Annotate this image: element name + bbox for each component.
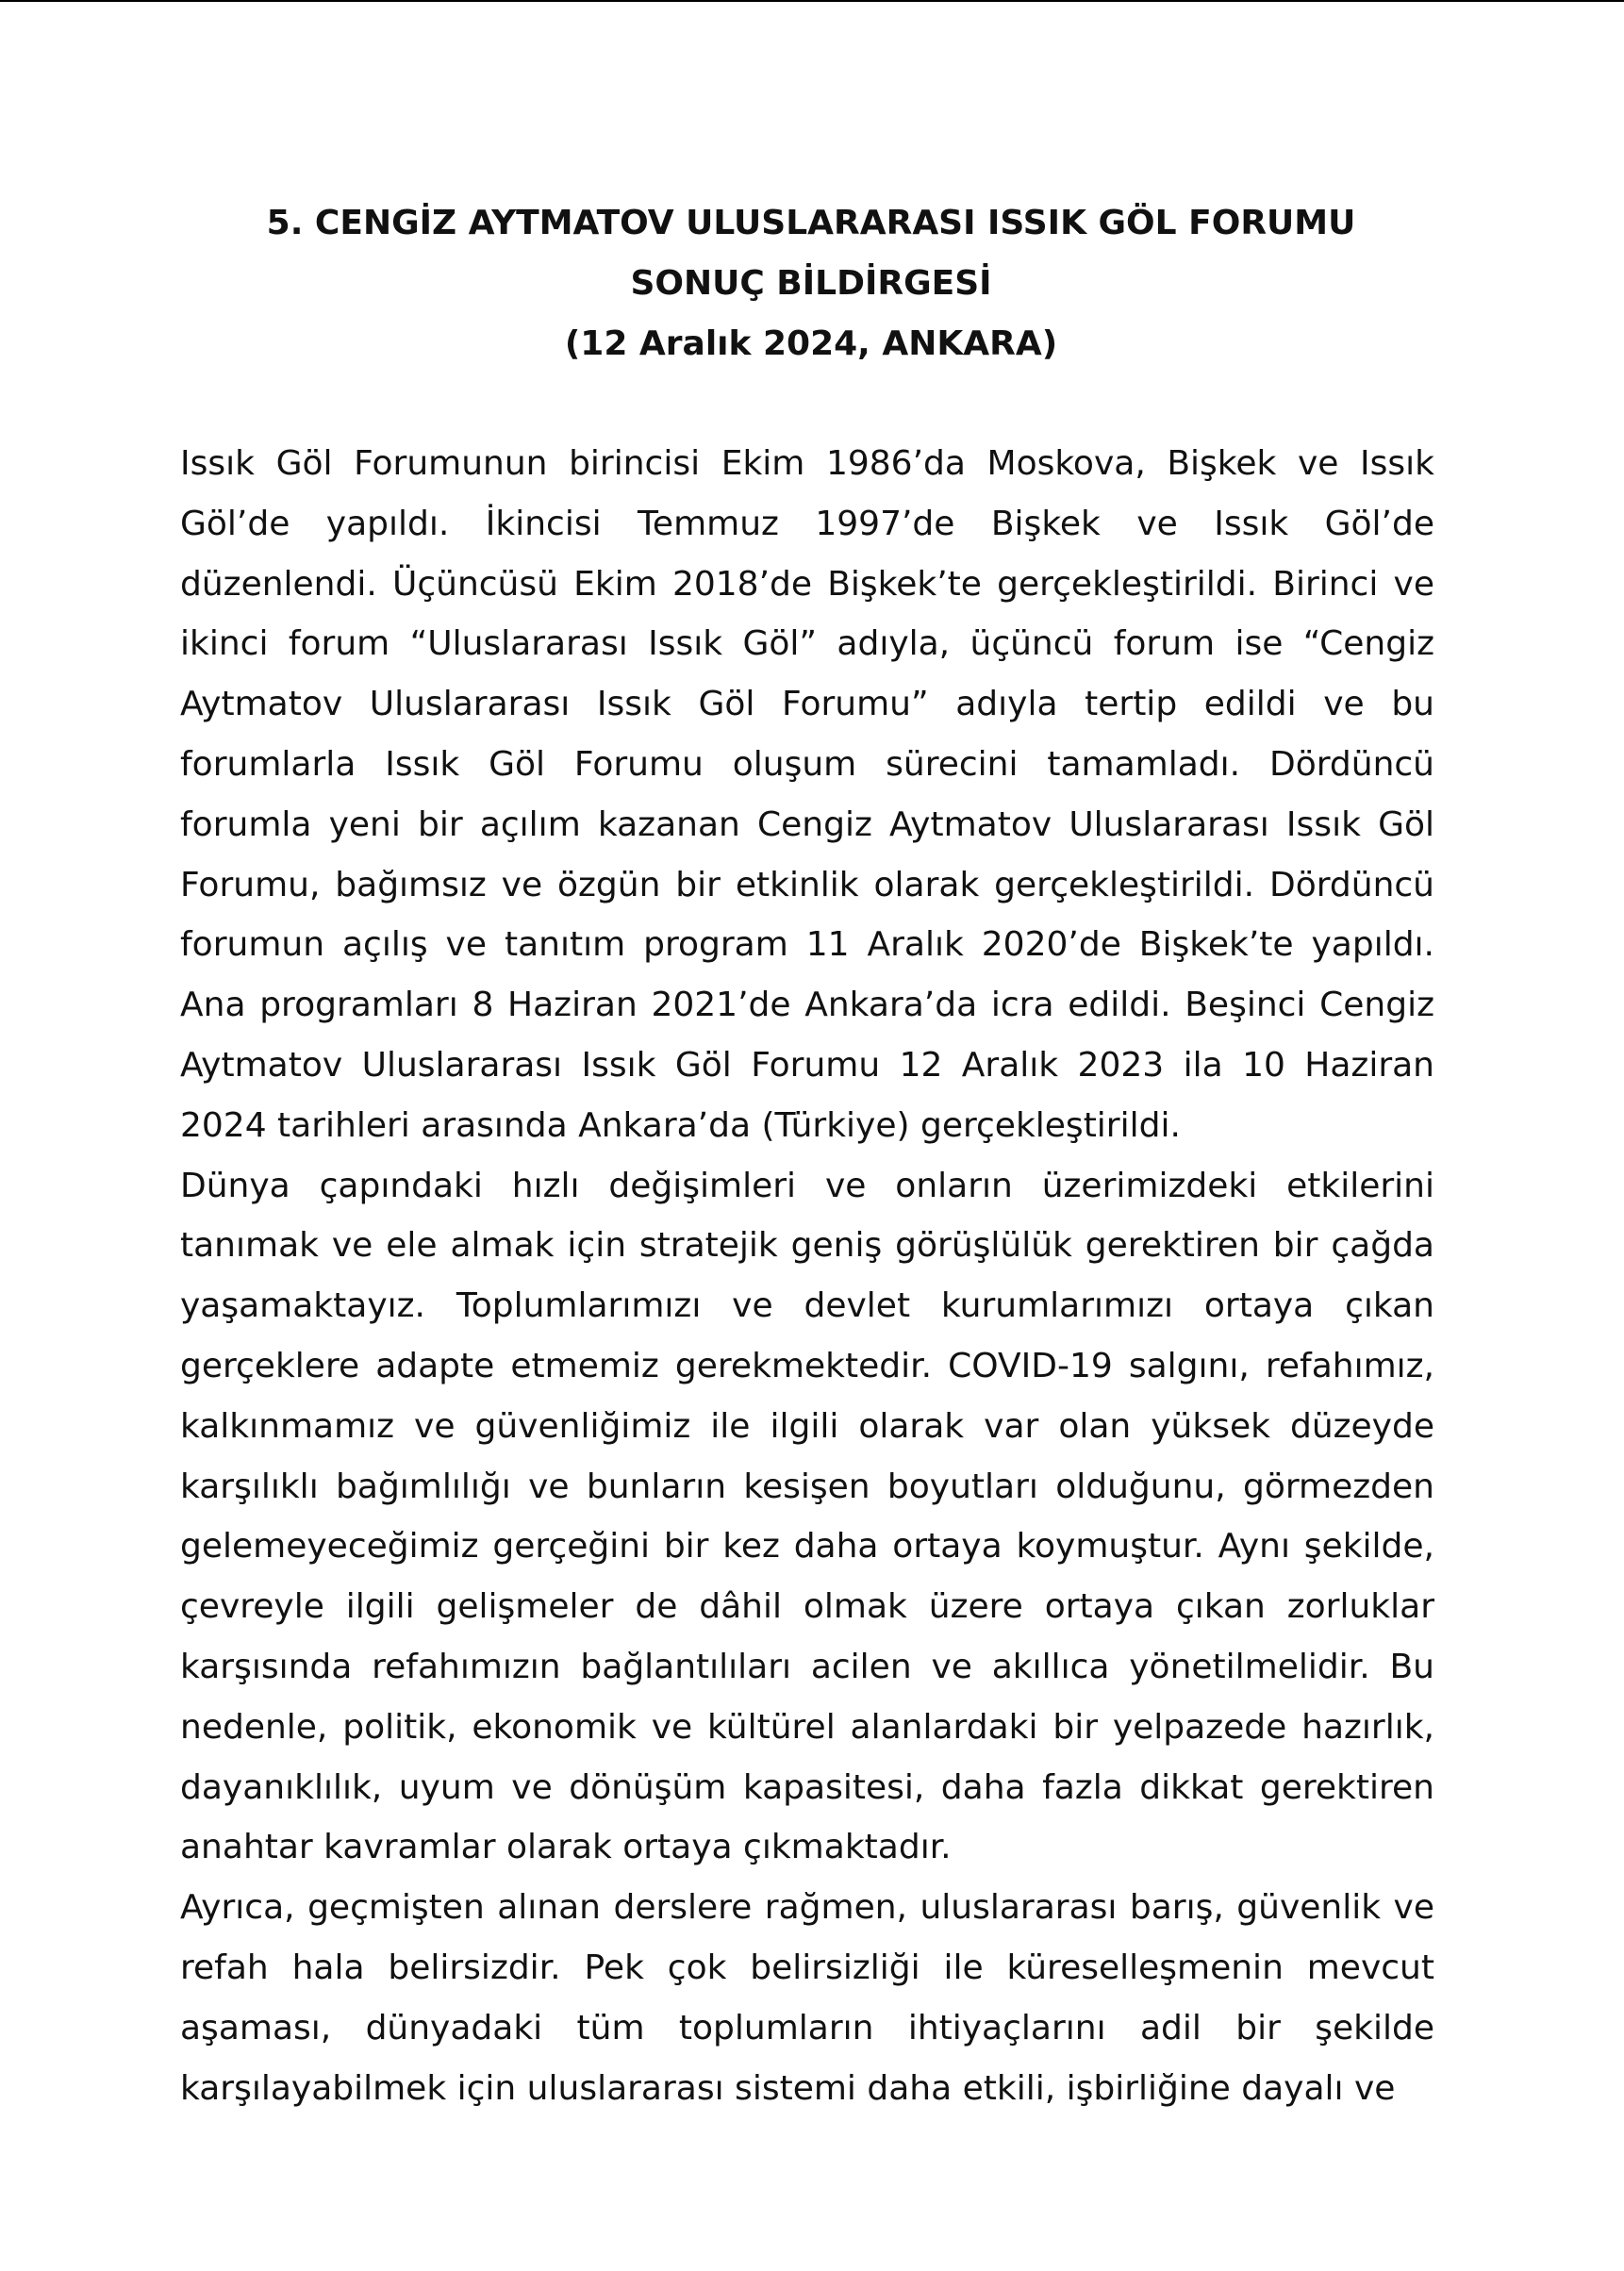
document-title	[141, 193, 1481, 374]
paragraph-2: Dünya çapındaki hızlı değişimleri ve onların üzerimizdeki etkilerini tanımak ve ele almak için stratejik geniş görüşlülük gerektiren bir çağda yaşamaktayız. Toplumlarımızı ve devlet kurumlarımızı ortaya çıkan gerçeklere adapte etmemiz gerekmektedir. COVID-19 salgını, refahımız, kalkınmamız ve güvenliğimiz ile ilgili olarak var olan yüksek düzeyde karşılıklı bağımlılığı ve bunların kesişen boyutları olduğunu, görmezden gelemeyeceğimiz gerçeğini bir kez daha ortaya koymuştur. Aynı şekilde, çevreyle ilgili gelişmeler de dâhil olmak üzere ortaya çıkan zorluklar karşısında refahımızın bağlantılıları acilen ve akıllıca yönetilmelidir. Bu nedenle, politik, ekonomik ve kültürel alanlardaki bir yelpazede hazırlık, dayanıklılık, uyum ve dönüşüm kapasitesi, daha fazla dikkat gerektiren anahtar kavramlar olarak ortaya çıkmaktadır.	[180, 1166, 1434, 1867]
document-body	[180, 434, 1434, 2118]
page-top-border	[0, 0, 1624, 2]
title-line-1: 5. CENGİZ AYTMATOV ULUSLARARASI ISSIK GÖL FORUMU	[266, 204, 1356, 242]
title-line-3: (12 Aralık 2024, ANKARA)	[564, 324, 1058, 363]
paragraph-1: Issık Göl Forumunun birincisi Ekim 1986’da Moskova, Bişkek ve Issık Göl’de yapıldı. İkincisi Temmuz 1997’de Bişkek ve Issık Göl’de düzenlendi. Üçüncüsü Ekim 2018’de Bişkek’te gerçekleştirildi. Birinci ve ikinci forum “Uluslararası Issık Göl” adıyla, üçüncü forum ise “Cengiz Aytmatov Uluslararası Issık Göl Forumu” adıyla tertip edildi ve bu forumlarla Issık Göl Forumu oluşum sürecini tamamladı. Dördüncü forumla yeni bir açılım kazanan Cengiz Aytmatov Uluslararası Issık Göl Forumu, bağımsız ve özgün bir etkinlik olarak gerçekleştirildi. Dördüncü forumun açılış ve tanıtım program 11 Aralık 2020’de Bişkek’te yapıldı. Ana programları 8 Haziran 2021’de Ankara’da icra edildi. Beşinci Cengiz Aytmatov Uluslararası Issık Göl Forumu 12 Aralık 2023 ila 10 Haziran 2024 tarihleri arasında Ankara’da (Türkiye) gerçekleştirildi.	[180, 444, 1434, 1145]
title-line-2: SONUÇ BİLDİRGESİ	[630, 264, 992, 303]
paragraph-3: Ayrıca, geçmişten alınan derslere rağmen, uluslararası barış, güvenlik ve refah hala belirsizdir. Pek çok belirsizliği ile küreselleşmenin mevcut aşaması, dünyadaki tüm toplumların ihtiyaçlarını adil bir şekilde karşılayabilmek için uluslararası sistemi daha etkili, işbirliğine dayalı ve	[180, 1888, 1434, 2108]
